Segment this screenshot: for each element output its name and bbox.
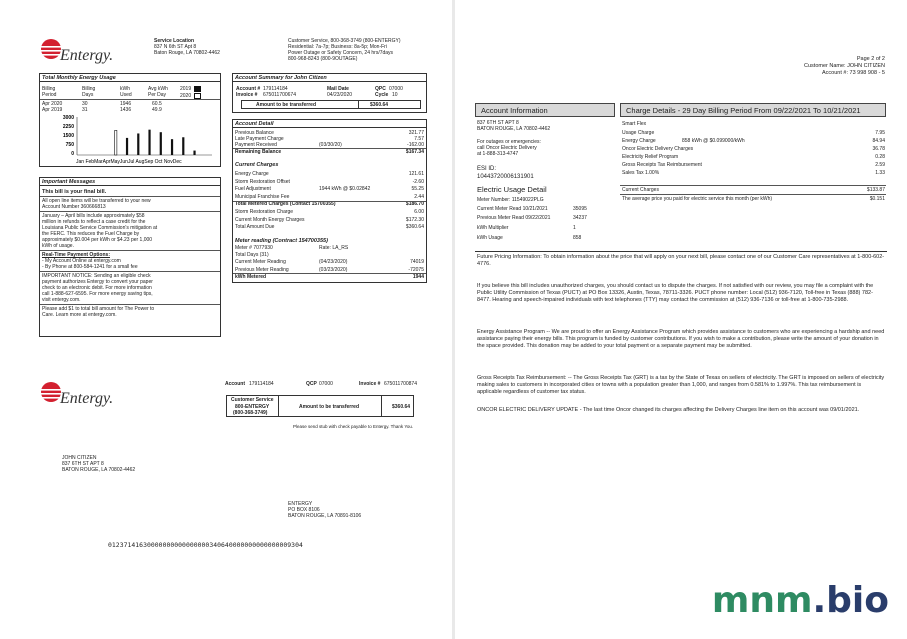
detail-row-label: Previous Balance — [235, 130, 274, 136]
oncor-paragraph: ONCOR ELECTRIC DELIVERY UPDATE - The last time Oncor changed its charges affecting the Delivery Charges line item on this account was 09/01/2021. — [477, 407, 860, 413]
stub-cs-line: (800-368-3749) — [233, 410, 268, 416]
detail-row-label: Storm Restoration Offset — [235, 178, 290, 185]
detail-row-value: $172.30 — [405, 216, 424, 223]
ocr-scanline: 01237141630000000000000000340640000000000000009304 — [108, 541, 303, 549]
qpc-label: QPC — [375, 86, 386, 92]
detail-row-label: Current Month Energy Charges — [235, 216, 305, 223]
entergy-logo — [40, 38, 120, 68]
detail-row-value: $186.70 — [405, 201, 424, 208]
detail-row — [235, 245, 424, 251]
watermark-logo — [712, 580, 889, 621]
notice-line: IMPORTANT NOTICE: Sending an eligible check — [42, 273, 151, 279]
stub-remit-line: ENTERGY — [288, 501, 313, 507]
usage-bar-sep — [171, 139, 173, 155]
detail-row-label: Total Metered Charges (Contact 15700355) — [235, 201, 336, 208]
invoice-number: 675011700674 — [263, 92, 296, 98]
detail-row-value: -2.60 — [412, 178, 424, 185]
detail-row-mid: (04/23/2020) — [319, 259, 348, 266]
stub-invoice-label: Invoice # — [359, 381, 381, 387]
qpc-value: 07000 — [389, 86, 403, 92]
detail-row-label: Late Payment Charge — [235, 136, 284, 143]
care-line: Please add $1 to total bill amount for The Power to — [42, 306, 155, 312]
meter-number: Meter Number: 11549022PLG — [477, 197, 544, 203]
service-city-line: Baton Rouge, LA 70802-4462 — [154, 50, 220, 56]
detail-row-label: Municipal Franchise Fee — [235, 193, 290, 200]
detail-row-mid: 1944 kWh @ $0.02842 — [319, 186, 371, 193]
account-summary-box — [232, 73, 427, 113]
usage-row-label: Current Meter Read 10/21/2021 — [477, 206, 548, 212]
stub-invoice-number: 675011700874 — [384, 381, 417, 387]
payment-option: - My Account Online at entergy.com — [42, 258, 121, 264]
summary-title: Account Summary for John Citizen — [233, 74, 426, 82]
emergency-line: at 1-888-313-4747 — [477, 151, 519, 157]
x-tick-labels: Jan FebMarAprMayJunJul AugSep Oct NovDec — [76, 159, 182, 165]
usage-cell: Apr 2019 — [42, 107, 63, 113]
bill-page-1 — [0, 0, 452, 639]
stub-account-label: Account — [225, 381, 245, 387]
detail-row-value: -72075 — [408, 266, 424, 273]
entergy-globe-icon — [40, 381, 62, 403]
stub-remit-line: BATON ROUGE, LA 70891-8106 — [288, 513, 362, 519]
mail-date: 04/23/2020 — [327, 92, 353, 98]
detail-row-label: Remaining Balance — [235, 148, 282, 155]
messages-title: Important Messages — [40, 178, 220, 186]
message-line: the FERC. This reduces the Fuel Charge by — [42, 231, 140, 237]
avg-price-value: $0.151 — [869, 196, 885, 202]
charge-row-value: 1.33 — [875, 170, 885, 176]
detail-row-mid: (03/30/20) — [319, 142, 342, 149]
usage-cell: 60.5 — [152, 101, 162, 107]
detail-row — [235, 209, 424, 215]
usage-bar-nov — [193, 151, 195, 155]
stub-customer-line: JOHN CITIZEN — [62, 455, 97, 461]
notice-line: call 1-888-627-6595. For more energy saving tips, — [42, 291, 153, 297]
detail-row-value: 55.25 — [411, 186, 424, 193]
usage-col-header: Per Day — [148, 92, 167, 98]
usage-box — [39, 73, 221, 167]
usage-bar-jun — [137, 133, 139, 155]
usage-col-header: Used — [120, 92, 132, 98]
stub-cs-line: Customer Service — [231, 397, 274, 403]
transfer-row — [241, 100, 421, 109]
detail-row-label: Storm Restoration Charge — [235, 209, 294, 215]
bill-page-2 — [455, 0, 907, 639]
detail-row — [235, 171, 424, 177]
usage-bar-jul — [148, 130, 150, 155]
message-line: January – April bills include approximately $58 — [42, 213, 145, 219]
detail-row-label: Fuel Adjustment — [235, 186, 271, 193]
usage-row-value: 858 — [573, 235, 582, 241]
customer-name: Customer Name: JOHN CITIZEN — [804, 63, 885, 69]
message-line: All open line items will be transferred to your new — [42, 198, 151, 204]
detail-row-value: $167.34 — [405, 148, 424, 155]
charge-row-label: Usage Charge — [622, 130, 655, 136]
stub-customer-line: 837 6TH ST APT 8 — [62, 461, 104, 467]
service-address-line: 837 N 6th ST Apt 8 — [154, 44, 197, 50]
usage-col-header: Avg kWh — [148, 86, 168, 92]
usage-row-value: 1 — [573, 225, 576, 231]
final-bill-notice: This bill is your final bill. — [42, 189, 107, 195]
usage-cell: Apr 2020 — [42, 101, 63, 107]
stub-transfer-label: Amount to be transferred — [299, 404, 360, 410]
detail-row-label: Payment Received — [235, 142, 277, 149]
account-info-title: Account Information — [475, 103, 615, 117]
watermark-text: bio — [826, 580, 889, 621]
esi-label: ESI ID: — [477, 166, 497, 172]
usage-cell: 30 — [82, 101, 88, 107]
detail-row-label: Previous Meter Reading — [235, 266, 289, 273]
usage-col-header: Billing — [82, 86, 96, 92]
detail-row-value: 6.00 — [414, 209, 424, 215]
detail-row-value: 2.44 — [414, 193, 424, 200]
stub-cs-line: 800-ENTERGY — [235, 404, 270, 410]
stub-note: Please send stub with check payable to Entergy. Thank You. — [293, 424, 414, 429]
usage-bar-aug — [160, 132, 162, 155]
charge-row-label: Gross Receipts Tax Reimbursement — [622, 162, 702, 168]
detail-row-value: 74019 — [410, 259, 424, 266]
cycle-label: Cycle — [375, 92, 389, 98]
detail-row-value: 1944 — [412, 273, 424, 280]
detail-row-value: 321.77 — [408, 130, 424, 136]
y-tick-label: 750 — [65, 142, 74, 148]
transfer-amount: $360.64 — [370, 102, 389, 108]
current-charges-value: $133.87 — [866, 187, 885, 193]
usage-bar-may — [126, 138, 128, 155]
message-line: million in refunds to reflect a case credit for the — [42, 219, 146, 225]
detail-row — [235, 186, 424, 192]
detail-row-value: $360.64 — [405, 224, 424, 231]
detail-row-label: Total Days (31) — [235, 252, 269, 259]
account-detail-box — [232, 119, 427, 283]
charge-row-value: 84.94 — [872, 138, 885, 144]
usage-detail-title: Electric Usage Detail — [477, 185, 547, 194]
detail-row-label: kWh Metered — [235, 273, 267, 280]
detail-row-label: Meter # 7077930 — [235, 245, 273, 251]
charge-row-label: Sales Tax 1.00% — [622, 170, 660, 176]
charge-row-label: Electricity Relief Program — [622, 154, 679, 160]
current-charges-title: Current Charges — [235, 162, 279, 168]
account-label: Account # — [236, 86, 261, 92]
stub-qcp-label: QCP — [306, 381, 317, 387]
usage-cell: 31 — [82, 107, 88, 113]
detail-row — [235, 201, 424, 207]
usage-col-header: Days — [82, 92, 94, 98]
usage-row-value: 35095 — [573, 206, 587, 212]
y-tick-label: 0 — [71, 151, 74, 157]
avg-price-label: The average price you paid for electric service this month (per kWh) — [622, 196, 773, 202]
usage-row-label: kWh Usage — [477, 235, 503, 241]
charge-row-label: Oncor Electric Delivery Charges — [622, 146, 694, 152]
service-location-label: Service Location — [154, 38, 195, 44]
page-number: Page 2 of 2 — [856, 56, 885, 62]
charge-details-title: Charge Details - 29 Day Billing Period From 09/22/2021 To 10/21/2021 — [620, 103, 886, 117]
charge-row-rate: 858 kWh @ $0.099000/kWh — [682, 138, 745, 144]
notice-line: payment authorizes Entergy to convert your paper — [42, 279, 153, 285]
stub-qcp-value: 07000 — [319, 381, 333, 387]
message-line: Account Number 360666813 — [42, 204, 106, 210]
p2-address-line: BATON ROUGE, LA 70802-4462 — [477, 126, 551, 132]
usage-col-header: Period — [42, 92, 57, 98]
payment-option: - By Phone at 800-584-1241 for a small fee — [42, 264, 138, 270]
legend-year-2019: 2019 — [180, 86, 192, 92]
message-line: approximately $0.004 per kWh or $4.23 per 1,000 — [42, 237, 153, 243]
watermark-dot: . — [812, 580, 827, 621]
grt-paragraph: Gross Receipts Tax Reimbursement: -- The Gross Receipts Tax (GRT) is a tax by the State of Texas on sellers of electricity. The GRT is imposed on sellers of electricity making sales to customers in incorporated cities or towns with a population greater than 1,000, and ranges from 0.581% to 1.997%. This tax reimbursement is applicable regardless of customer tax status. — [477, 375, 885, 395]
y-tick-label: 2250 — [62, 124, 74, 130]
detail-row — [235, 136, 424, 142]
meter-reading-title: Meter reading (Contract 154700355) — [235, 238, 328, 244]
detail-row-value: -162.00 — [407, 142, 424, 149]
usage-cell: 1946 — [120, 101, 132, 107]
usage-cell: 1436 — [120, 107, 132, 113]
stub-account-number: 179114184 — [249, 381, 274, 387]
stub-entergy-logo — [40, 381, 120, 411]
charge-row-value: 7.95 — [875, 130, 885, 136]
logo-text: Entergy. — [60, 47, 114, 64]
detail-row — [235, 179, 424, 185]
usage-col-header: kWh — [120, 86, 130, 92]
cs-line: Customer Service, 800-368-3749 (800-ENTERGY) — [288, 38, 401, 44]
usage-col-header: Billing — [42, 86, 56, 92]
logo-text: Entergy. — [60, 390, 114, 407]
legend-year-2020: 2020 — [180, 93, 192, 99]
stub-transfer-amount: $360.64 — [392, 404, 411, 410]
message-line: Louisiana Public Service Commission's mitigation at — [42, 225, 158, 231]
account-number: 179114184 — [263, 86, 288, 92]
emergency-line: call Oncor Electric Delivery — [477, 145, 537, 151]
detail-row — [235, 194, 424, 200]
invoice-label: Invoice # — [236, 92, 258, 98]
cs-line: 800-968-8243 (800-9OUTAGE) — [288, 56, 358, 62]
entergy-globe-icon — [40, 38, 62, 60]
stub-remit-line: PO BOX 8106 — [288, 507, 320, 513]
detail-row — [235, 259, 424, 265]
transfer-label: Amount to be transferred — [256, 102, 317, 108]
messages-box — [39, 177, 221, 337]
y-tick-label: 3000 — [62, 115, 74, 121]
usage-row-value: 34237 — [573, 215, 587, 221]
charge-row-label: Energy Charge — [622, 138, 656, 144]
charge-row-value: 2.59 — [875, 162, 885, 168]
usage-title: Total Monthly Energy Usage — [40, 74, 220, 82]
detail-row — [235, 274, 424, 280]
dispute-paragraph: If you believe this bill includes unauthorized charges, you should contact us to dispute the charges. If not satisfied with our review, you may file a complaint with the Public Utility Commission of Texas (PUCT) at PO Box 13326, Austin, Texas, 78711-3326. PUCT phone number: Local (512) 936-7120, Toll-free in Texas (888) 782-8477. Hearing and speech-impaired individuals with text telephones (TTY) may contact the commission at (512) 936-7136 or toll-free at 1-800-735-2988. — [477, 283, 874, 303]
detail-row-label: Energy Charge — [235, 171, 269, 177]
plan-name: Smart Flex — [622, 121, 647, 127]
esi-id: 10443720006131901 — [477, 174, 534, 180]
detail-row-mid: Rate: LA_RS — [319, 245, 349, 251]
detail-row — [235, 267, 424, 273]
charge-row-value: 36.78 — [872, 146, 885, 152]
legend-swatch-2019 — [194, 86, 201, 92]
usage-bar-chart — [40, 114, 220, 166]
detail-row — [235, 217, 424, 223]
cs-line: Residential: 7a-7p; Business: 8a-5p; Mon-Fri — [288, 44, 387, 50]
watermark-text: mnm — [711, 580, 813, 621]
detail-row-label: Total Amount Due — [235, 224, 275, 231]
charge-row-value: 0.28 — [875, 154, 885, 160]
detail-row-value: 121.61 — [408, 171, 424, 177]
care-line: Care. Learn more at entergy.com. — [42, 312, 117, 318]
payment-options-title: Real-Time Payment Options: — [42, 252, 110, 258]
mail-date-label: Mail Date — [327, 86, 349, 92]
detail-row-label: Current Meter Reading — [235, 259, 286, 266]
account-number: Account #: 73 998 908 - 5 — [822, 70, 885, 76]
detail-row — [235, 130, 424, 136]
detail-row-value: 7.57 — [414, 136, 424, 143]
usage-bar-apr — [115, 130, 117, 155]
emergency-line: For outages or emergencies: — [477, 139, 541, 145]
current-charges-label: Current Charges — [622, 187, 659, 193]
usage-cell: 49.9 — [152, 107, 162, 113]
stub-customer-line: BATON ROUGE, LA 70802-4462 — [62, 467, 136, 473]
detail-row — [235, 224, 424, 230]
message-line: kWh of usage. — [42, 243, 74, 249]
detail-row — [235, 149, 424, 155]
cs-line: Power Outage or Safety Concern, 24 hrs/7days — [288, 50, 394, 56]
detail-row-mid: (03/23/2020) — [319, 266, 348, 273]
usage-row-label: Previous Meter Read 09/22/2021 — [477, 215, 551, 221]
cycle-value: 10 — [392, 92, 398, 98]
p2-address-line: 837 6TH ST APT 8 — [477, 120, 519, 126]
notice-line: check to an electronic debit. For more information — [42, 285, 152, 291]
usage-bar-oct — [182, 137, 184, 155]
notice-line: visit entergy.com. — [42, 297, 81, 303]
y-tick-label: 1500 — [62, 133, 74, 139]
detail-title: Account Detail — [233, 120, 426, 128]
assistance-paragraph: Energy Assistance Program -- We are proud to offer an Energy Assistance Program which provides assistance to customers who are experiencing a hardship and need assistance paying their energy bills. This program is funded by customer contributions. If you wish to make a contribution, please write the amount of your donation in the space provided. This donation may be added to your total payment or a separate payment may be submitted. — [477, 329, 885, 349]
pricing-paragraph: Future Pricing Information: To obtain information about the price that will apply on your next bill, please contact one of our Customer Care representatives at 1-800-602-4776. — [477, 254, 885, 267]
customer-service-block — [288, 38, 401, 62]
detail-row — [235, 252, 424, 258]
stub-payment-box — [226, 395, 414, 417]
usage-row-label: kWh Multiplier — [477, 225, 509, 231]
